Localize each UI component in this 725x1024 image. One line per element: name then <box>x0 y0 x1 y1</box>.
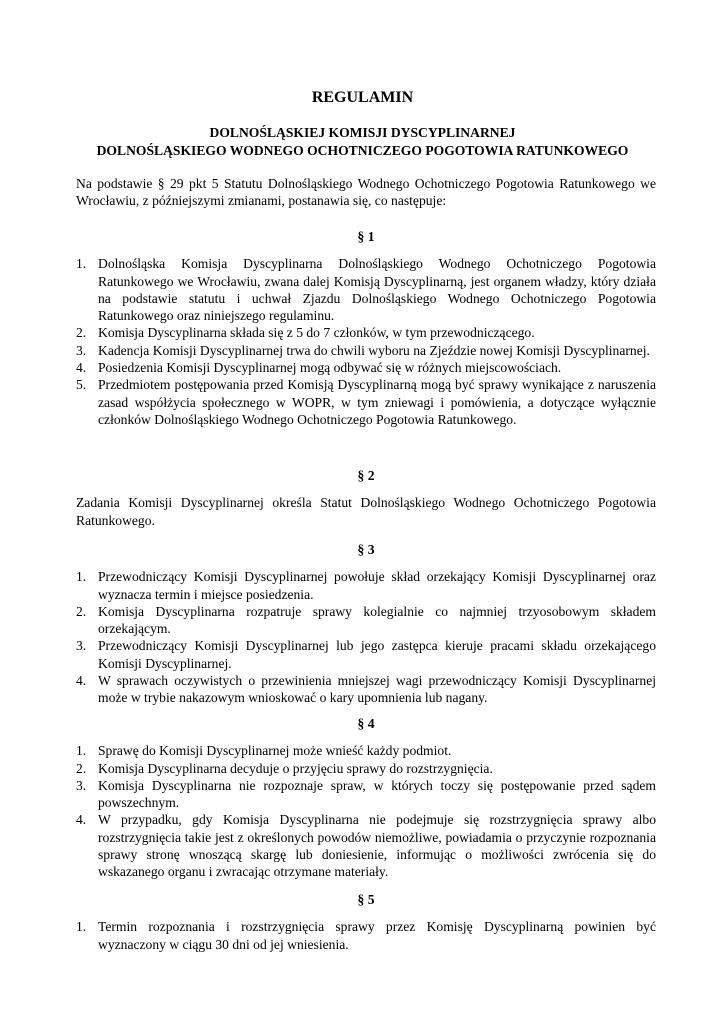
list-item <box>76 603 656 638</box>
item-number: 1. <box>76 743 87 759</box>
item-number: 5. <box>76 377 87 393</box>
item-text: Posiedzenia Komisji Dyscyplinarnej mogą odbywać się w różnych miejscowościach. <box>98 360 562 376</box>
item-number: 3. <box>76 342 87 358</box>
section-5 <box>76 891 656 953</box>
item-number: 3. <box>76 638 87 654</box>
item-number: 3. <box>76 777 87 793</box>
item-text: Przewodniczący Komisji Dyscyplinarnej powołuje skład orzekający Komisji Dyscyplinarnej oraz wyznacza termin i miejsce posiedzenia. <box>98 569 656 602</box>
list-item <box>76 760 656 777</box>
subtitle-line-1: DOLNOŚLĄSKIEJ KOMISJI DYSCYPLINARNEJ <box>209 125 516 140</box>
section-4-list <box>76 742 656 880</box>
section-1 <box>76 228 656 428</box>
list-item <box>76 918 656 953</box>
item-number: 4. <box>76 812 87 828</box>
list-item <box>76 811 656 880</box>
item-text: W przypadku, gdy Komisja Dyscyplinarna nie podejmuje się rozstrzygnięcia sprawy albo rozstrzygnięcia takie jest z określonych powodów niemożliwe, powiadamia o przyczynie rozpoznania sprawy stronę wnoszącą skargę lub doniesienie, informując o możliwości zwrócenia się do wskazanego organu i zwracając otrzymane materiały. <box>98 812 656 880</box>
item-text: Komisja Dyscyplinarna składa się z 5 do 7 członków, w tym przewodniczącego. <box>98 325 535 341</box>
item-text: Przedmiotem postępowania przed Komisją Dyscyplinarną mogą być sprawy wynikające z naruszenia zasad współżycia społecznego w WOPR, w tym zniewagi i pomówienia, a dotyczące wyłącznie członków Dolnośląskiego Wodnego Ochotniczego Pogotowia Ratunkowego. <box>98 377 656 427</box>
section-1-title: § 1 <box>357 229 375 244</box>
item-text: Komisja Dyscyplinarna decyduje o przyjęciu sprawy do rozstrzygnięcia. <box>98 760 493 776</box>
list-item <box>76 342 656 359</box>
section-3 <box>76 541 656 707</box>
item-text: W sprawach oczywistych o przewinienia mniejszej wagi przewodniczący Komisji Dyscyplinarnej może w trybie nakazowym wnioskować o kary upomnienia lub nagany. <box>98 673 656 706</box>
item-text: Komisja Dyscyplinarna nie rozpoznaje spraw, w których toczy się postępowanie przed sądem powszechnym. <box>98 777 656 811</box>
intro-paragraph: Na podstawie § 29 pkt 5 Statutu Dolnośląskiego Wodnego Ochotniczego Pogotowia Ratunkowego we Wrocławiu, z późniejszymi zmianami, postanawia się, co następuje: <box>76 176 656 209</box>
list-item <box>76 672 656 707</box>
list-item <box>76 324 656 341</box>
list-item <box>76 777 656 812</box>
item-text: Termin rozpoznania i rozstrzygnięcia sprawy przez Komisję Dyscyplinarną powinien być wyznaczony w ciągu 30 dni od jej wniesienia. <box>98 919 656 952</box>
item-text: Przewodniczący Komisji Dyscyplinarnej lub jego zastępca kieruje pracami składu orzekającego Komisji Dyscyplinarnej. <box>98 638 656 671</box>
item-text: Kadencja Komisji Dyscyplinarnej trwa do chwili wyboru na Zjeździe nowej Komisji Dyscyplinarnej. <box>98 342 650 358</box>
list-item <box>76 255 656 324</box>
list-item <box>76 359 656 376</box>
item-number: 2. <box>76 325 87 341</box>
item-number: 4. <box>76 673 87 689</box>
section-4 <box>76 715 656 881</box>
item-number: 1. <box>76 919 87 935</box>
list-item <box>76 376 656 428</box>
item-number: 2. <box>76 603 87 619</box>
item-text: Dolnośląska Komisja Dyscyplinarna Dolnośląskiego Wodnego Ochotniczego Pogotowia Ratunkowego we Wrocławiu, zwana dalej Komisją Dyscyplinarną, jest organem władzy, który działa na podstawie statutu i uchwał Zjazdu Dolnośląskiego Wodnego Ochotniczego Pogotowia Ratunkowego oraz niniejszego regulaminu. <box>98 256 656 324</box>
list-item <box>76 742 656 759</box>
section-4-title: § 4 <box>357 716 375 731</box>
document-title: REGULAMIN <box>311 89 414 106</box>
list-item <box>76 568 656 603</box>
section-2-title: § 2 <box>357 468 375 483</box>
list-item <box>76 637 656 672</box>
document-subtitle <box>0 124 725 160</box>
section-5-title: § 5 <box>357 892 375 907</box>
item-number: 1. <box>76 569 87 585</box>
section-5-list <box>76 918 656 953</box>
item-number: 1. <box>76 256 87 272</box>
section-3-title: § 3 <box>357 542 375 557</box>
subtitle-line-2: DOLNOŚLĄSKIEGO WODNEGO OCHOTNICZEGO POGOTOWIA RATUNKOWEGO <box>96 143 629 158</box>
item-text: Sprawę do Komisji Dyscyplinarnej może wnieść każdy podmiot. <box>98 743 452 759</box>
section-2-text: Zadania Komisji Dyscyplinarnej określa Statut Dolnośląskiego Wodnego Ochotniczego Pogotowia Ratunkowego. <box>76 495 656 528</box>
item-number: 4. <box>76 360 87 376</box>
item-number: 2. <box>76 760 87 776</box>
item-text: Komisja Dyscyplinarna rozpatruje sprawy kolegialnie co najmniej trzyosobowym składem orzekającym. <box>98 603 656 637</box>
section-3-list <box>76 568 656 706</box>
section-1-list <box>76 255 656 428</box>
section-2 <box>76 467 656 529</box>
